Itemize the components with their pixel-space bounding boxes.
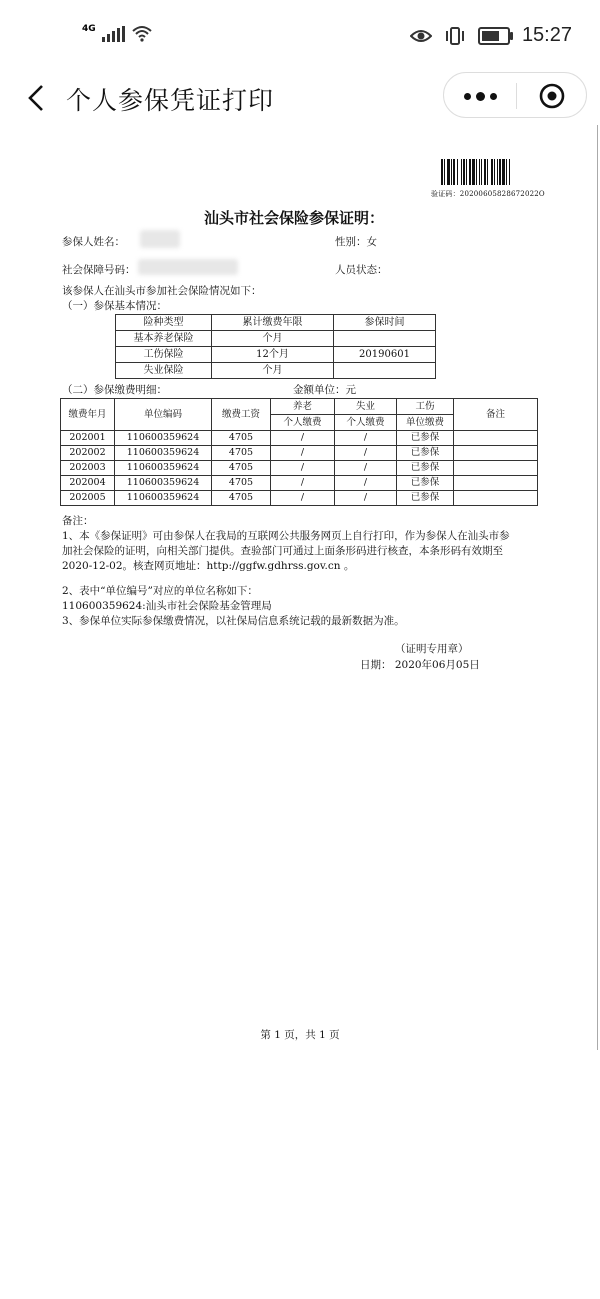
battery-fill — [482, 31, 499, 41]
note-3: 3、参保单位实际参保缴费情况，以社保局信息系统记载的最新数据为准。 — [62, 615, 405, 627]
note-1b: 加社会保险的证明，向相关部门提供。查验部门可通过上面条形码进行核查，本条形码有效期至 — [62, 545, 503, 557]
table-cell: 失业保险 — [116, 363, 212, 379]
verification-code: 验证码：20200605828672022O — [431, 190, 545, 198]
status-right — [410, 24, 572, 47]
more-dots-icon — [490, 93, 497, 100]
page-footer: 第 1 页，共 1 页 — [260, 1029, 340, 1041]
page-title: 个人参保凭证打印 — [66, 86, 275, 115]
table-cell: 已参保 — [397, 446, 454, 461]
note-2b: 110600359624:汕头市社会保险基金管理局 — [62, 600, 272, 612]
eye-icon — [410, 28, 432, 44]
table-cell: / — [335, 446, 397, 461]
table-cell: 基本养老保险 — [116, 331, 212, 347]
table-cell: 个月 — [212, 331, 334, 347]
table-header: 缴费工资 — [212, 399, 271, 431]
more-dots-icon — [464, 93, 471, 100]
more-button[interactable] — [444, 73, 516, 119]
table-cell: 110600359624 — [115, 431, 212, 446]
table-header: 险种类型 — [116, 315, 212, 331]
close-button[interactable] — [516, 73, 588, 119]
note-1a: 1、本《参保证明》可由参保人在我局的互联网公共服务网页上自行打印，作为参保人在汕头市参 — [62, 530, 510, 542]
signal-icon — [102, 26, 125, 42]
ssn-label: 社会保障号码： — [62, 264, 136, 276]
table-cell — [454, 491, 538, 506]
table-cell: / — [335, 431, 397, 446]
target-close-icon — [538, 82, 566, 110]
table-cell: 4705 — [212, 446, 271, 461]
table-cell: 已参保 — [397, 461, 454, 476]
table-row — [61, 461, 538, 476]
table-subheader: 单位缴费 — [397, 415, 454, 431]
table-cell: 已参保 — [397, 491, 454, 506]
section2-title: （二）参保缴费明细： — [62, 384, 167, 396]
table-cell: 202002 — [61, 446, 115, 461]
redacted-ssn — [138, 259, 238, 275]
table-cell: 202004 — [61, 476, 115, 491]
table-subheader: 个人缴费 — [335, 415, 397, 431]
name-label: 参保人姓名： — [62, 236, 125, 248]
barcode-bar — [510, 159, 512, 185]
official-seal-label: （证明专用章） — [395, 643, 469, 655]
table-header: 累计缴费年限 — [212, 315, 334, 331]
table-header: 参保时间 — [334, 315, 436, 331]
back-button[interactable] — [18, 80, 54, 116]
barcode — [441, 159, 536, 185]
table-cell: 20190601 — [334, 347, 436, 363]
table-cell: / — [271, 491, 335, 506]
table-header: 失业 — [335, 399, 397, 415]
table-cell: / — [271, 446, 335, 461]
battery-icon — [478, 27, 510, 45]
network-type: 4G — [82, 24, 96, 34]
issue-date: 日期： 2020年06月05日 — [360, 659, 480, 671]
table-header: 备注 — [454, 399, 538, 431]
payment-detail-table — [60, 398, 538, 506]
table-row — [61, 476, 538, 491]
intro-text: 该参保人在汕头市参加社会保险情况如下： — [62, 285, 262, 297]
table-cell: 已参保 — [397, 431, 454, 446]
basic-info-table — [115, 314, 436, 379]
table-cell: 4705 — [212, 461, 271, 476]
table-cell: / — [271, 431, 335, 446]
notes-label: 备注： — [62, 515, 94, 527]
more-dots-icon — [476, 92, 485, 101]
chevron-left-icon — [26, 84, 46, 112]
table-cell — [334, 331, 436, 347]
table-cell: 110600359624 — [115, 446, 212, 461]
network-indicators — [82, 24, 153, 42]
nav-bar — [0, 72, 600, 122]
notes-body — [62, 529, 552, 629]
table-header: 单位编码 — [115, 399, 212, 431]
section1-title: （一）参保基本情况： — [62, 300, 167, 312]
amount-unit: 金额单位：元 — [293, 384, 356, 396]
certificate-document[interactable] — [0, 125, 600, 1125]
table-cell: 110600359624 — [115, 476, 212, 491]
table-row — [61, 431, 538, 446]
table-subheader: 个人缴费 — [271, 415, 335, 431]
table-cell: 12个月 — [212, 347, 334, 363]
table-cell: 个月 — [212, 363, 334, 379]
table-header: 缴费年月 — [61, 399, 115, 431]
table-cell: 已参保 — [397, 476, 454, 491]
gender: 性别：女 — [335, 236, 377, 248]
table-cell: / — [335, 476, 397, 491]
table-cell: / — [335, 491, 397, 506]
table-header: 工伤 — [397, 399, 454, 415]
table-cell: 110600359624 — [115, 461, 212, 476]
clock: 15:27 — [521, 24, 572, 46]
status-label: 人员状态： — [335, 264, 388, 276]
vibrate-icon — [444, 26, 466, 46]
table-cell: 110600359624 — [115, 491, 212, 506]
note-2a: 2、表中“单位编号”对应的单位名称如下： — [62, 585, 258, 597]
table-row — [61, 446, 538, 461]
document-title: 汕头市社会保险参保证明： — [204, 209, 385, 227]
table-row — [116, 347, 436, 363]
table-cell — [334, 363, 436, 379]
wifi-icon — [131, 24, 153, 42]
note-1c: 2020-12-02。核查网页地址：http://ggfw.gdhrss.gov.cn 。 — [62, 560, 355, 572]
table-cell: 4705 — [212, 476, 271, 491]
table-cell: 202005 — [61, 491, 115, 506]
table-row — [61, 491, 538, 506]
table-cell — [454, 476, 538, 491]
table-cell: 工伤保险 — [116, 347, 212, 363]
table-cell — [454, 461, 538, 476]
table-cell: / — [271, 476, 335, 491]
table-cell: / — [271, 461, 335, 476]
table-cell: 202003 — [61, 461, 115, 476]
mini-program-capsule — [443, 72, 587, 118]
table-cell: 202001 — [61, 431, 115, 446]
table-row — [116, 331, 436, 347]
status-bar — [0, 0, 600, 72]
table-row — [116, 363, 436, 379]
page-edge — [597, 125, 598, 1050]
table-cell: / — [335, 461, 397, 476]
table-cell — [454, 431, 538, 446]
table-cell: 4705 — [212, 491, 271, 506]
table-cell — [454, 446, 538, 461]
redacted-name — [140, 230, 180, 248]
table-cell: 4705 — [212, 431, 271, 446]
table-header: 养老 — [271, 399, 335, 415]
